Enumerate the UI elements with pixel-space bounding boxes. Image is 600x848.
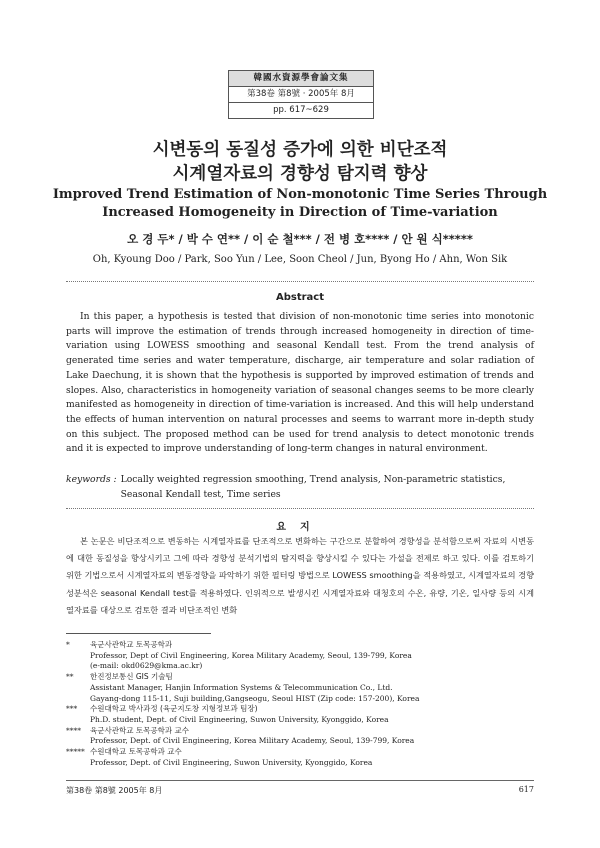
abstract-heading: Abstract (275, 292, 325, 303)
footnote-affiliation-ko: 수원대학교 토목공학과 교수 (90, 747, 182, 757)
english-title (0, 186, 600, 222)
footnote-affiliation-ko: 육군사관학교 토목공학과 교수 (90, 725, 189, 735)
footer-journal-issue: 第38卷 第8號 2005年 8月 (66, 786, 163, 795)
footnote-affiliation-ko: 수원대학교 박사과정 (육군지도창 지형정보과 팀장) (90, 704, 258, 714)
divider-dotted (66, 508, 534, 509)
page-number: 617 (518, 785, 534, 794)
english-title-line-1: Improved Trend Estimation of Non-monotonic Time Series Through (52, 187, 548, 202)
korean-title-line-2: 시계열자료의 경향성 탐지력 향상 (172, 164, 428, 184)
english-title-line-2: Increased Homogeneity in Direction of Time-variation (102, 205, 498, 220)
keywords-text: Locally weighted regression smoothing, Trend analysis, Non-parametric statistics, Seasonal Kendall test, Time series (120, 474, 506, 500)
footer-rule (66, 780, 534, 781)
divider-dotted (66, 281, 534, 282)
footnote-line: Professor, Dept of Civil Engineering, Korea Military Academy, Seoul, 139-799, Korea (90, 650, 412, 660)
authors-english: Oh, Kyoung Doo / Park, Soo Yun / Lee, Soon Cheol / Jun, Byong Ho / Ahn, Won Sik (92, 254, 508, 265)
footnote-mark: ** (66, 672, 74, 682)
journal-volume: 第38卷 第8號 · 2005年 8月 (229, 86, 373, 102)
footnote-affiliation-ko: 한진정보통신 GIS 기술팀 (90, 672, 173, 682)
footnote (66, 672, 536, 704)
abstract-text: In this paper, a hypothesis is tested that division of non-monotonic time series into monotonic parts will improve the estimation of trends through increased homogeneity in direction of time-variation using LOWESS smoothing and seasonal Kendall test. From the trend analysis of generated time series and water temperature, discharge, air temperature and solar radiation of Lake Daechung, it is shown that the hypothesis is supported by improved estimation of trends and slopes. Also, characteristics in homogeneity variation of seasonal changes seems to be more clearly manifested as homogeneity in direction of time-variation is increased. And this will help understand the effects of human intervention on natural processes and seems to warrant more in-depth study on this subject. The proposed method can be used for trend analysis to detect monotonic trends and it is expected to improve understanding of long-term changes in natural environment. (66, 311, 534, 455)
footnote-mark: ***** (66, 747, 85, 757)
footnote-line: Ph.D. student, Dept. of Civil Engineering, Suwon University, Kyonggido, Korea (90, 714, 389, 724)
footnote-affiliation-ko: 육군사관학교 토목공학과 (90, 640, 173, 649)
footnote (66, 726, 536, 747)
footnote-mark: * (66, 640, 70, 649)
footnote (66, 747, 536, 768)
footnote (66, 640, 536, 672)
korean-title-line-1: 시변동의 동질성 증가에 의한 비단조적 (152, 140, 448, 160)
journal-name: 韓國水資源學會論文集 (229, 71, 373, 86)
authors-korean: 오 경 두* / 박 수 연** / 이 순 철*** / 전 병 호**** / 안 원 식***** (127, 232, 473, 246)
korean-abstract-heading: 요지 (276, 522, 324, 533)
footnote-mark: *** (66, 704, 78, 714)
korean-abstract-text: 본 논문은 비단조적으로 변동하는 시계열자료를 단조적으로 변화하는 구간으로 분할하여 경향성을 분석함으로써 자료의 시변동에 대한 동질성을 향상시키고 그에 따라 경향성 분석기법의 탐지력을 향상시킬 수 있다는 가설을 전제로 하고 있다. 이를 검토하기 위한 기법으로서 시계열자료의 변동경향을 파악하기 위한 필터링 방법으로 LOWESS smoothing을 적용하였고, 시계열자료의 경향성분석은 seasonal Kendall test를 적용하였다. 인위적으로 발생시킨 시계열자료와 대청호의 수온, 유량, 기온, 일사량 등의 시계열자료를 대상으로 검토한 결과 비단조적인 변화 (66, 536, 534, 615)
footnote-line: Professor, Dept. of Civil Engineering, Suwon University, Kyonggido, Korea (90, 757, 373, 767)
footnote-line: Gayang-dong 115-11, Suji building,Gangseogu, Seoul HIST (Zip code: 157-200), Korea (90, 693, 420, 703)
footnote-email: (e-mail: okd0629@kma.ac.kr) (90, 661, 203, 671)
footnote (66, 704, 536, 725)
journal-info-box (228, 70, 374, 119)
keywords-label: keywords : (66, 474, 117, 485)
footnote-line: Professor, Dept. of Civil Engineering, Korea Military Academy, Seoul, 139-799, Korea (90, 736, 415, 746)
footnote-mark: **** (66, 725, 81, 735)
footnotes (66, 640, 536, 768)
footnote-line: Assistant Manager, Hanjin Information Systems & Telecommunication Co., Ltd. (90, 682, 393, 692)
footnote-rule (66, 633, 211, 634)
journal-pages: pp. 617~629 (229, 102, 373, 118)
korean-title (0, 138, 600, 186)
keywords (66, 472, 534, 502)
